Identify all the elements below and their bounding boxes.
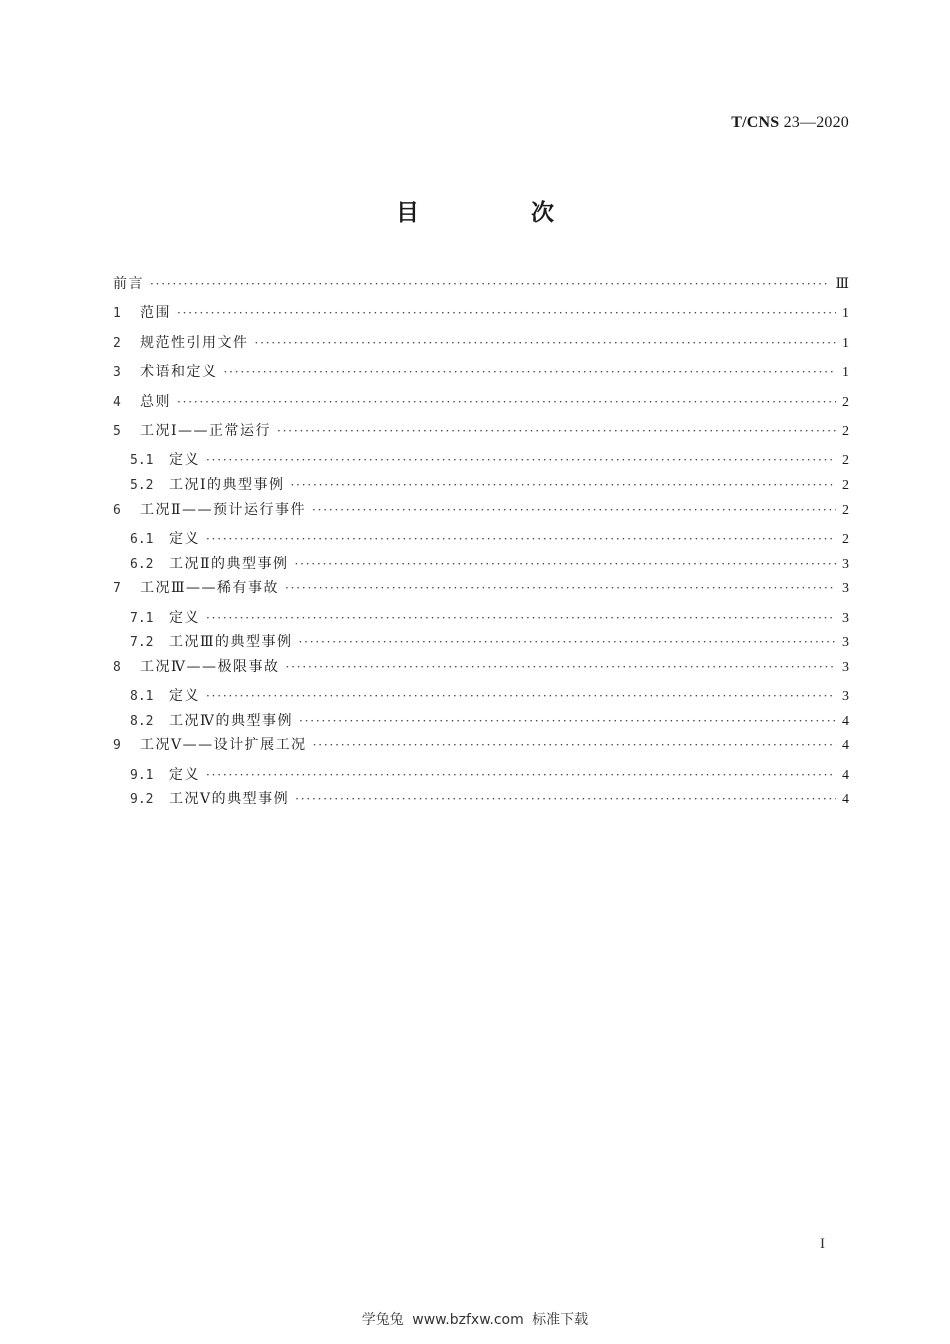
toc-entry-page: 2 xyxy=(842,502,849,518)
document-code xyxy=(731,114,849,132)
toc-entry[interactable] xyxy=(113,360,849,389)
toc-dot-leader xyxy=(285,576,836,600)
toc-entry-label: 工况Ⅳ的典型事例 xyxy=(169,712,293,729)
toc-dot-leader xyxy=(286,655,837,679)
toc-dot-leader xyxy=(277,419,836,443)
toc-entry-label: 定义 xyxy=(169,609,200,626)
toc-entry-label: 工况Ⅴ的典型事例 xyxy=(169,791,290,808)
toc-entry-label: 术语和定义 xyxy=(140,364,218,381)
toc-entry-number: 8.1 xyxy=(130,689,154,705)
toc-dot-leader xyxy=(206,527,836,551)
toc-entry-page: 1 xyxy=(842,335,849,351)
toc-entry-page: 2 xyxy=(842,531,849,547)
toc-entry-page: 2 xyxy=(842,453,849,469)
toc-entry-number: 7.2 xyxy=(130,635,154,651)
toc-entry-label: 范围 xyxy=(140,305,171,322)
toc-entry[interactable] xyxy=(113,655,849,684)
toc-entry-page: 2 xyxy=(842,394,849,410)
toc-entry-number: 8 xyxy=(113,659,121,675)
toc-entry-number: 7 xyxy=(113,581,121,597)
toc-entry[interactable] xyxy=(113,272,849,301)
toc-entry[interactable] xyxy=(113,390,849,419)
toc-entry-number: 4 xyxy=(113,394,121,410)
toc-entry[interactable] xyxy=(113,630,849,655)
toc-dot-leader xyxy=(299,630,836,654)
toc-entry-label: 工况Ⅲ的典型事例 xyxy=(169,634,293,651)
toc-entry-label: 规范性引用文件 xyxy=(140,334,249,351)
toc-entry-page: 3 xyxy=(842,610,849,626)
toc-entry-number: 5.1 xyxy=(130,453,154,469)
toc-entry-label: 工况Ⅱ的典型事例 xyxy=(169,555,289,572)
toc-entry[interactable] xyxy=(113,606,849,631)
toc-entry-number: 2 xyxy=(113,335,121,351)
toc-entry-label: 定义 xyxy=(169,452,200,469)
toc-dot-leader xyxy=(206,763,836,787)
toc-dot-leader xyxy=(312,498,836,522)
toc-entry-page: 4 xyxy=(842,738,849,754)
toc-entry-label: 工况Ⅱ——预计运行事件 xyxy=(140,501,307,518)
toc-entry[interactable] xyxy=(113,473,849,498)
toc-entry-label: 前言 xyxy=(113,276,144,292)
toc-entry-page: 3 xyxy=(842,556,849,572)
toc-entry-label: 工况Ⅳ——极限事故 xyxy=(140,658,280,675)
toc-entry-page: 1 xyxy=(842,306,849,322)
toc-entry-page: 2 xyxy=(842,423,849,439)
toc-entry-number: 7.1 xyxy=(130,610,154,626)
document-code-number: 23—2020 xyxy=(783,114,849,131)
toc-dot-leader xyxy=(206,448,836,472)
toc-entry-page: 2 xyxy=(842,477,849,493)
toc-entry[interactable] xyxy=(113,709,849,734)
toc-dot-leader xyxy=(295,552,836,576)
toc-entry[interactable] xyxy=(113,684,849,709)
toc-entry-label: 总则 xyxy=(140,393,171,410)
toc-entry[interactable] xyxy=(113,301,849,330)
table-of-contents xyxy=(113,272,849,812)
toc-entry[interactable] xyxy=(113,787,849,812)
toc-dot-leader xyxy=(299,709,836,733)
toc-entry-label: 工况Ⅰ的典型事例 xyxy=(169,476,285,493)
toc-entry-label: 定义 xyxy=(169,688,200,705)
toc-entry[interactable] xyxy=(113,331,849,360)
toc-entry-page: 4 xyxy=(842,792,849,808)
page-number: I xyxy=(820,1236,825,1252)
toc-entry-number: 5 xyxy=(113,423,121,439)
toc-entry-label: 工况Ⅴ——设计扩展工况 xyxy=(140,737,307,754)
toc-entry-number: 9 xyxy=(113,738,121,754)
page-title: 目 次 xyxy=(395,200,606,226)
toc-entry-label: 定义 xyxy=(169,766,200,783)
toc-entry-page: 4 xyxy=(842,713,849,729)
toc-entry[interactable] xyxy=(113,498,849,527)
toc-entry-page: 3 xyxy=(842,659,849,675)
footer-watermark: 学兔兔 www.bzfxw.com 标准下载 xyxy=(361,1312,589,1328)
toc-entry-number: 6.2 xyxy=(130,556,154,572)
toc-entry-number: 9.2 xyxy=(130,792,154,808)
toc-entry-label: 定义 xyxy=(169,530,200,547)
toc-entry-number: 9.1 xyxy=(130,767,154,783)
toc-entry-number: 8.2 xyxy=(130,713,154,729)
toc-entry[interactable] xyxy=(113,527,849,552)
toc-entry-number: 6.1 xyxy=(130,531,154,547)
toc-dot-leader xyxy=(177,301,836,325)
toc-dot-leader xyxy=(295,787,836,811)
toc-entry-number: 5.2 xyxy=(130,477,154,493)
toc-dot-leader xyxy=(206,606,836,630)
toc-entry-page: 3 xyxy=(842,581,849,597)
toc-dot-leader xyxy=(177,390,836,414)
toc-entry-label: 工况Ⅰ——正常运行 xyxy=(140,422,272,439)
toc-entry[interactable] xyxy=(113,763,849,788)
toc-entry[interactable] xyxy=(113,576,849,605)
toc-entry-number: 6 xyxy=(113,502,121,518)
toc-entry[interactable] xyxy=(113,552,849,577)
toc-dot-leader xyxy=(313,733,836,757)
toc-entry-number: 3 xyxy=(113,365,121,381)
toc-entry-page: 1 xyxy=(842,365,849,381)
toc-entry-page: Ⅲ xyxy=(835,277,849,292)
toc-entry[interactable] xyxy=(113,448,849,473)
document-code-prefix: T/CNS xyxy=(731,114,780,131)
toc-dot-leader xyxy=(255,331,837,355)
toc-entry-page: 4 xyxy=(842,767,849,783)
toc-dot-leader xyxy=(206,684,836,708)
toc-dot-leader xyxy=(224,360,837,384)
toc-dot-leader xyxy=(150,272,829,296)
toc-entry-number: 1 xyxy=(113,306,121,322)
toc-entry-page: 3 xyxy=(842,689,849,705)
toc-entry[interactable] xyxy=(113,733,849,762)
toc-entry-label: 工况Ⅲ——稀有事故 xyxy=(140,580,280,597)
toc-entry[interactable] xyxy=(113,419,849,448)
toc-entry-page: 3 xyxy=(842,635,849,651)
toc-dot-leader xyxy=(291,473,836,497)
